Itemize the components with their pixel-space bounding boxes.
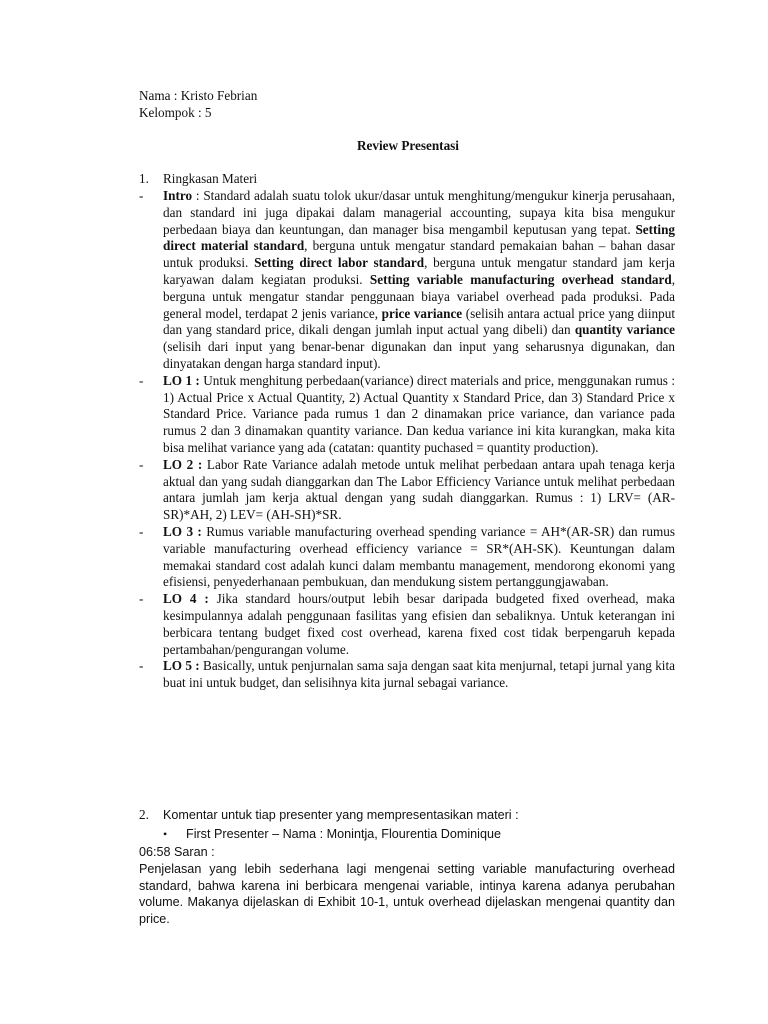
lo2-paragraph — [163, 457, 675, 524]
document-header — [139, 88, 257, 122]
intro-text-1: : Standard adalah suatu tolok ukur/dasar untuk menghitung/mengukur kinerja perusahaan, dan standard ini juga dipakai dalam managerial accounting, supaya kita bisa mengukur perbedaan biaya dan keuntungan, dan manager bisa mengambil keputusan yang tepat. — [163, 188, 675, 237]
intro-text-4: , berguna untuk mengatur standar penggunaan biaya variabel overhead pada produksi. Pada general model, terdapat 2 jenis variance, — [163, 271, 675, 321]
dash-marker: - — [139, 188, 144, 203]
dash-marker: - — [139, 523, 144, 539]
summary-list — [139, 188, 675, 692]
author-name: Nama : Kristo Febrian — [139, 88, 258, 103]
lo3-paragraph — [163, 524, 675, 591]
lo5-label: LO 5 : — [163, 658, 200, 674]
suggestion-timestamp: 06:58 Saran : — [139, 845, 215, 859]
dash-marker: - — [139, 658, 144, 674]
intro-text-3: , berguna untuk mengatur standard jam kerja karyawan dalam kegiatan produksi. — [163, 255, 675, 287]
presenter-name: First Presenter – Nama : Monintja, Flourentia Dominique — [186, 826, 501, 841]
lo1-label: LO 1 : — [163, 372, 200, 388]
dash-marker: - — [139, 591, 144, 607]
intro-bold-5: quantity variance — [574, 322, 675, 338]
intro-bold-3: Setting variable manufacturing overhead standard — [369, 271, 672, 287]
intro-bold-4: price variance — [381, 305, 463, 321]
document-title: Review Presentasi — [357, 138, 459, 153]
section-2-title: Komentar untuk tiap presenter yang mempresentasikan materi : — [163, 808, 519, 822]
lo5-paragraph — [163, 658, 675, 692]
lo5-text: Basically, untuk penjurnalan sama saja dengan saat kita menjurnal, tetapi jurnal yang kita buat ini untuk budget, dan selisihnya kita jurnal sebagai variance. — [163, 658, 675, 691]
lo2-text: Labor Rate Variance adalah metode untuk melihat perbedaan antara upah tenaga kerja aktual dan yang sudah dianggarkan dan The Labor Efficiency Variance untuk melihat perbedaan antara jumlah jam kerja aktual dengan yang sudah dianggarkan. Rumus : 1) LRV= (AR-SR)*AH, 2) LEV= (AH-SH)*SR. — [163, 456, 675, 523]
summary-item-lo5 — [139, 658, 675, 692]
summary-item-lo3 — [139, 524, 675, 591]
lo3-text: Rumus variable manufacturing overhead spending variance = AH*(AR-SR) dan rumus variable manufacturing overhead efficiency variance = SR*(AH-SK). Keuntungan dalam memakai standard cost adalah kunci dalam membantu management, mendorong ekonomi yang efisiensi, penyederhanaan pembukuan, dan mendukung sistem pertanggungjawaban. — [163, 523, 675, 590]
dash-marker: - — [139, 456, 144, 472]
intro-text-2: , berguna untuk mengatur standard pemakaian bahan – bahan dasar untuk produksi. — [163, 238, 675, 271]
lo1-paragraph — [163, 373, 675, 457]
section-1-title: Ringkasan Materi — [163, 171, 258, 186]
section-2 — [139, 807, 675, 843]
intro-bold-2: Setting direct labor standard — [254, 255, 425, 271]
intro-bold-1: Setting direct material standard — [163, 221, 675, 254]
lo3-label: LO 3 : — [163, 523, 202, 539]
section-2-heading — [139, 807, 675, 824]
presenter-bullet — [163, 826, 675, 843]
dash-marker: - — [139, 372, 144, 388]
lo4-paragraph — [163, 591, 675, 658]
summary-item-lo1 — [139, 373, 675, 457]
lo4-text: Jika standard hours/output lebih besar daripada budgeted fixed overhead, maka kesimpulannya adalah penggunaan fasilitas yang efisien dan sebaliknya. Untuk keterangan ini berbicara tentang budget fixed cost overhead, karena fixed cost tidak berpengaruh kepada pertambahan/pengurangan volume. — [163, 591, 675, 657]
section-2-number: 2. — [139, 807, 149, 822]
summary-item-lo2 — [139, 457, 675, 524]
intro-text-5: (selisih antara actual price yang diinput dan yang standard price, dikali dengan jumlah input actual yang dibeli) dan — [163, 305, 675, 338]
intro-paragraph — [163, 188, 675, 373]
suggestion-block — [139, 844, 675, 928]
lo4-label: LO 4 : — [163, 591, 209, 607]
intro-label: Intro — [163, 188, 193, 203]
suggestion-paragraph: Penjelasan yang lebih sederhana lagi mengenai setting variable manufacturing overhead standard, bahwa karena ini berbicara mengenai variable, intinya karena adanya perubahan volume. Makanya dijelaskan di Exhibit 10-1, untuk overhead dijelaskan mengenai quantity dan price. — [139, 861, 675, 927]
lo2-label: LO 2 : — [163, 456, 203, 472]
intro-text-6: (selisih dari input yang benar-benar digunakan dan input yang seharusnya digunakan, dan dinyatakan dengan harga standard input). — [163, 339, 675, 371]
section-1-number: 1. — [139, 171, 149, 186]
group-number: Kelompok : 5 — [139, 104, 212, 120]
bullet-dot: • — [163, 826, 168, 841]
section-1-heading — [139, 171, 257, 188]
summary-item-lo4 — [139, 591, 675, 658]
summary-item-intro — [139, 188, 675, 373]
lo1-text: Untuk menghitung perbedaan(variance) direct materials and price, menggunakan rumus : 1) Actual Price x Actual Quantity, 2) Actual Quantity x Standard Price, dan 3) Standard Price x Standard Price. Variance pada rumus 1 dan 2 dinamakan price variance, dan variance pada rumus 2 dan 3 dinamakan quantity variance. Dan kedua variance ini kita kurangkan, maka kita bisa melihat variance yang ada (catatan: quantity puchased = quantity production). — [163, 372, 675, 455]
